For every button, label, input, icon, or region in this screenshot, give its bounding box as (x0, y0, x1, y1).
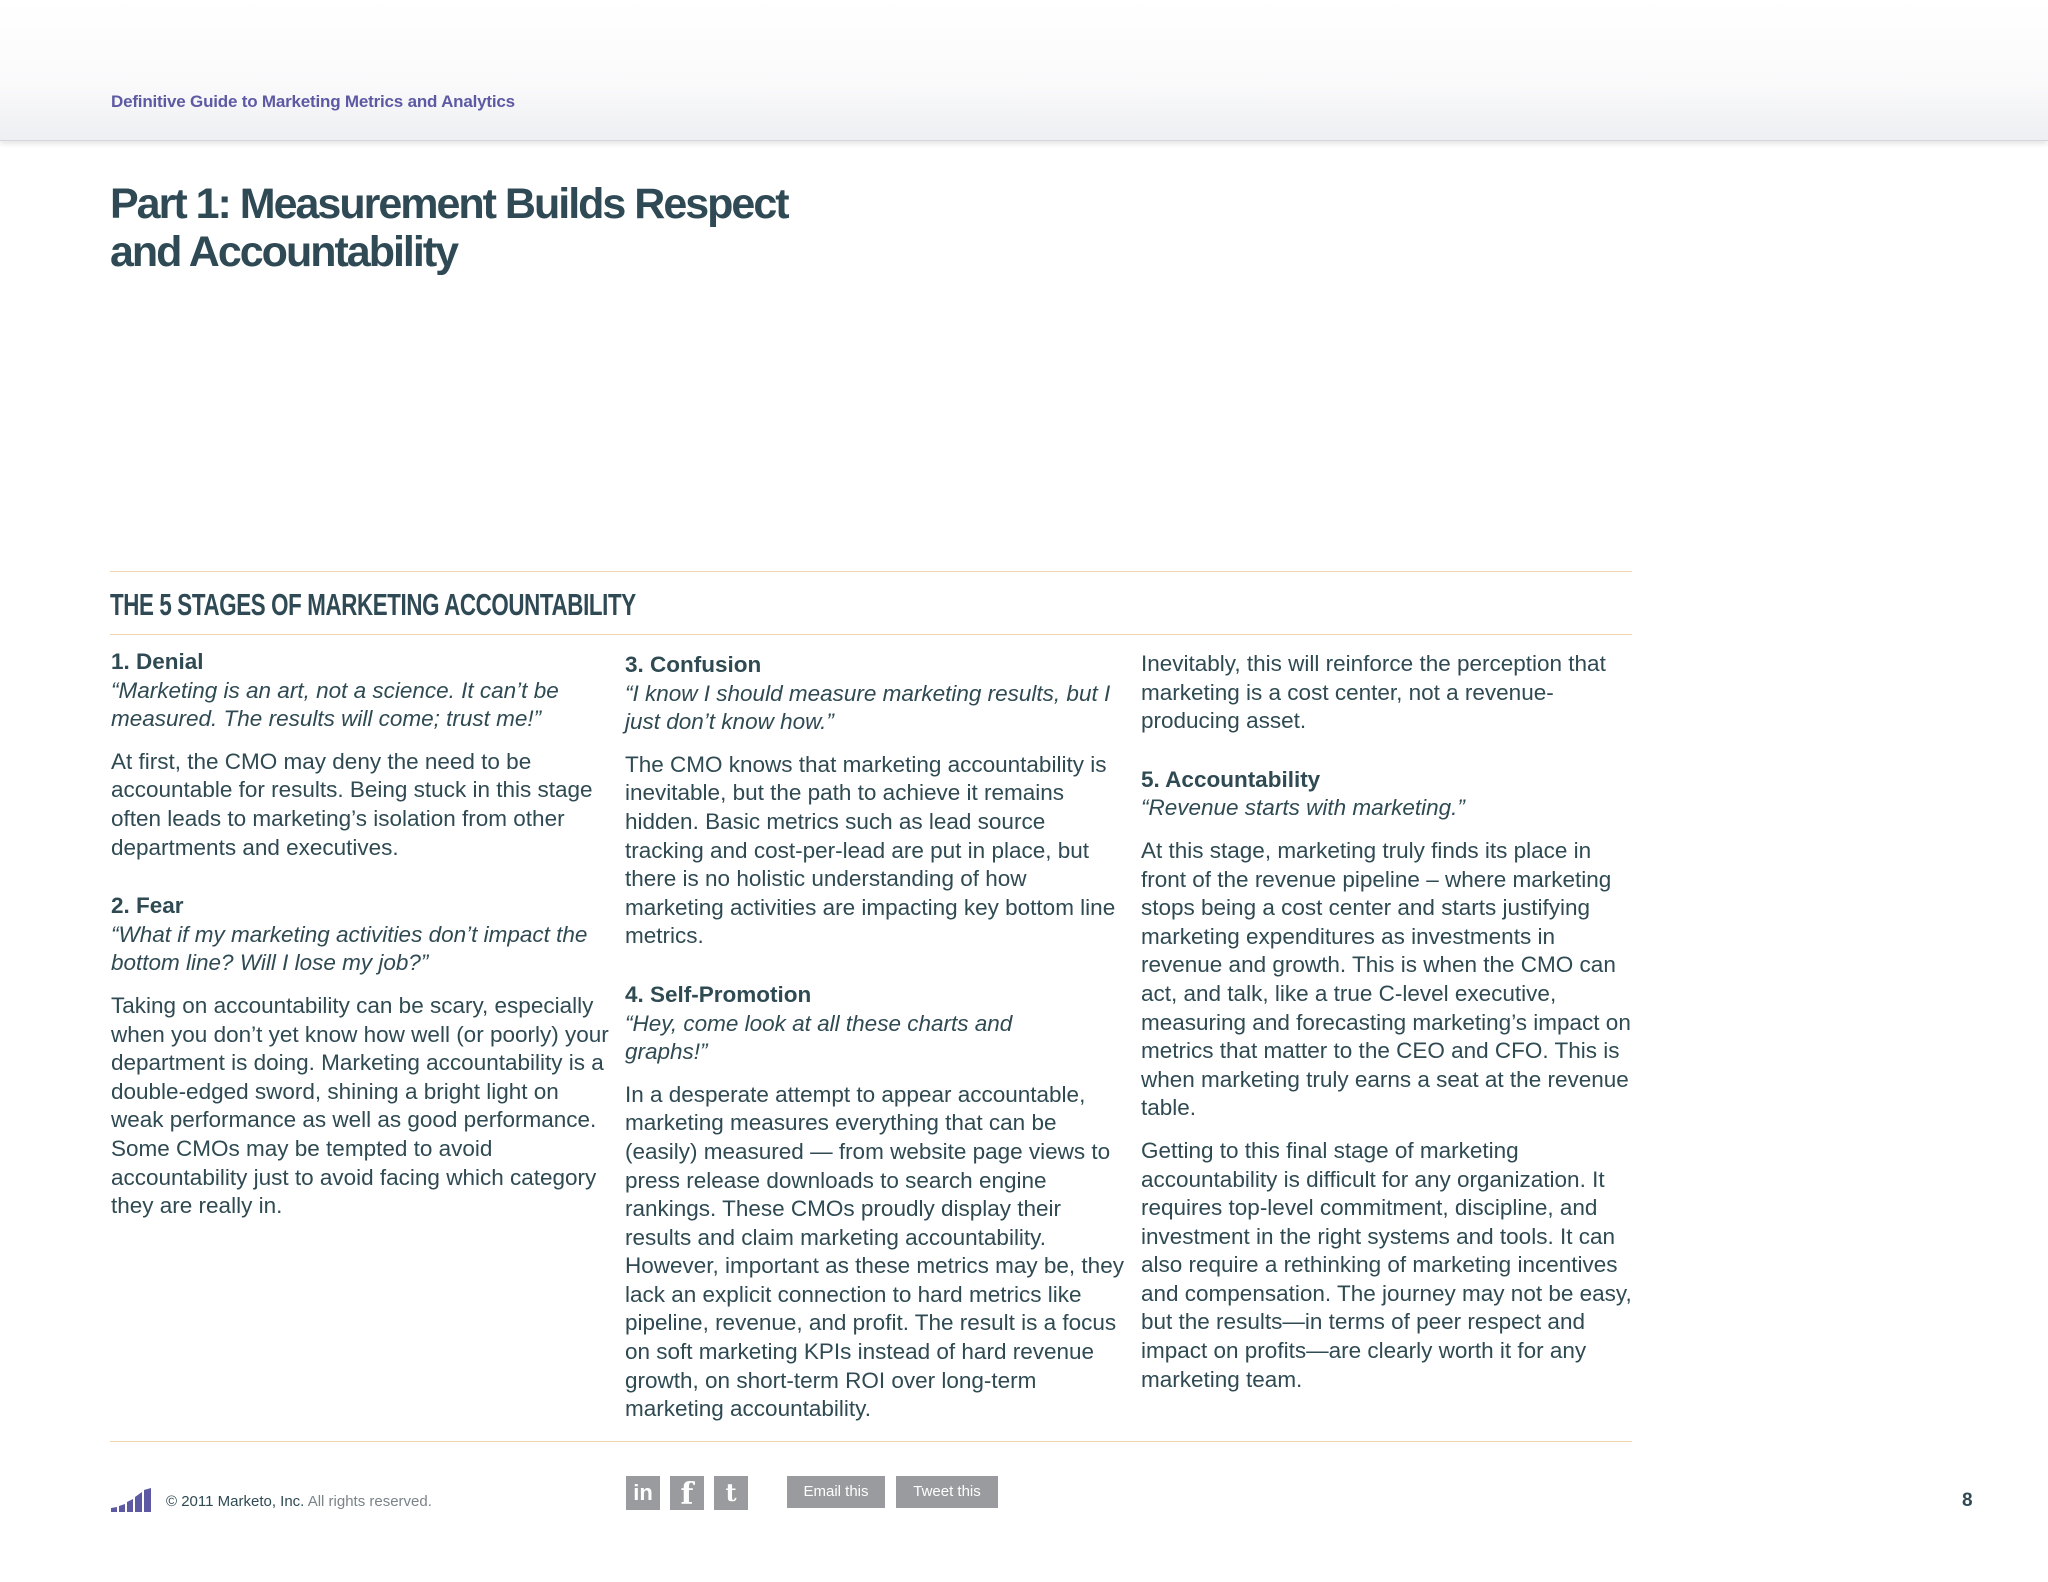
copyright-rights: All rights reserved. (307, 1493, 432, 1510)
section-bottom-rule (110, 634, 1632, 635)
stage-fear-title: 2. Fear (111, 893, 184, 919)
stage-confusion-quote: “I know I should measure marketing results, but I just don’t know how.” (625, 680, 1111, 735)
stage-denial-title: 1. Denial (111, 649, 204, 674)
stage-denial-quote: “Marketing is an art, not a science. It can’t be measured. The results will come; trust me!” (111, 677, 559, 732)
stage-self-promotion-body: In a desperate attempt to appear accountable, marketing measures everything that can be (easily) measured — from website page views to press release downloads to search engine rankings. These CMOs proudly display their results and claim marketing accountability. However, important as these metrics may be, they lack an explicit connection to hard metrics like pipeline, revenue, and profit. The result is a focus on soft marketing KPIs instead of hard revenue growth, on short-term ROI over long-term marketing accountability. (625, 1081, 1124, 1422)
stage-self-promotion-title: 4. Self-Promotion (625, 981, 812, 1007)
tweet-this-button[interactable]: Tweet this (896, 1476, 998, 1508)
text-column-1 (111, 648, 611, 1221)
stage-fear-quote: “What if my marketing activities don’t impact the bottom line? Will I lose my job?” (111, 921, 588, 976)
marketo-logo-icon (111, 1488, 151, 1514)
stage-accountability-title: 5. Accountability (1141, 766, 1321, 792)
stage-accountability-body-1: At this stage, marketing truly finds its place in front of the revenue pipeline – where marketing stops being a cost center and starts justifying marketing expenditures as investments in revenue and growth. This is when the CMO can act, and talk, like a true C-level executive, measuring and forecasting marketing’s impact on metrics that matter to the CEO and CFO. This is when marketing truly earns a seat at the revenue table. (1141, 837, 1631, 1121)
continuation-text: Inevitably, this will reinforce the perception that marketing is a cost center, not a revenue-producing asset. (1141, 651, 1606, 734)
copyright (166, 1493, 432, 1510)
stage-confusion-body: The CMO knows that marketing accountability is inevitable, but the path to achieve it remains hidden. Basic metrics such as lead source tracking and cost-per-lead are put in place, but there is no holistic understanding of how marketing activities are impacting key bottom line metrics. (625, 751, 1116, 949)
twitter-icon[interactable]: t (714, 1476, 748, 1510)
document-title: Definitive Guide to Marketing Metrics and Analytics (111, 92, 515, 111)
stage-accountability-body-2: Getting to this final stage of marketing accountability is difficult for any organization. It requires top-level commitment, discipline, and investment in the right systems and tools. It can also require a rethinking of marketing incentives and compensation. The journey may not be easy, but the results—in terms of peer respect and impact on profits—are clearly worth it for any marketing team. (1141, 1137, 1632, 1392)
text-column-3 (1141, 650, 1641, 1394)
copyright-main: © 2011 Marketo, Inc. (166, 1493, 305, 1510)
section-top-rule (110, 571, 1632, 572)
linkedin-icon[interactable]: in (626, 1476, 660, 1510)
footer-rule (110, 1441, 1632, 1442)
stage-denial-body: At first, the CMO may deny the need to be accountable for results. Being stuck in this stage often leads to marketing’s isolation from other departments and executives. (111, 748, 593, 860)
section-heading: THE 5 STAGES OF MARKETING ACCOUNTABILITY (110, 587, 636, 622)
email-this-button[interactable]: Email this (787, 1476, 885, 1508)
page-number: 8 (1962, 1490, 1973, 1511)
page-title-line-1: Part 1: Measurement Builds Respect (110, 180, 788, 228)
page-title (110, 180, 810, 276)
stage-accountability-quote: “Revenue starts with marketing.” (1141, 795, 1465, 821)
facebook-icon[interactable]: f (670, 1476, 704, 1510)
stage-self-promotion-quote: “Hey, come look at all these charts and graphs!” (625, 1010, 1013, 1065)
stage-fear-body: Taking on accountability can be scary, especially when you don’t yet know how well (or poorly) your department is doing. Marketing accountability is a double-edged sword, shining a bright light on weak performance as well as good performance. Some CMOs may be tempted to avoid accountability just to avoid facing which category they are really in. (111, 992, 609, 1219)
text-column-2 (625, 651, 1125, 1424)
page-title-line-2: and Accountability (110, 228, 458, 276)
header-bar (0, 0, 2048, 141)
stage-confusion-title: 3. Confusion (625, 652, 762, 677)
